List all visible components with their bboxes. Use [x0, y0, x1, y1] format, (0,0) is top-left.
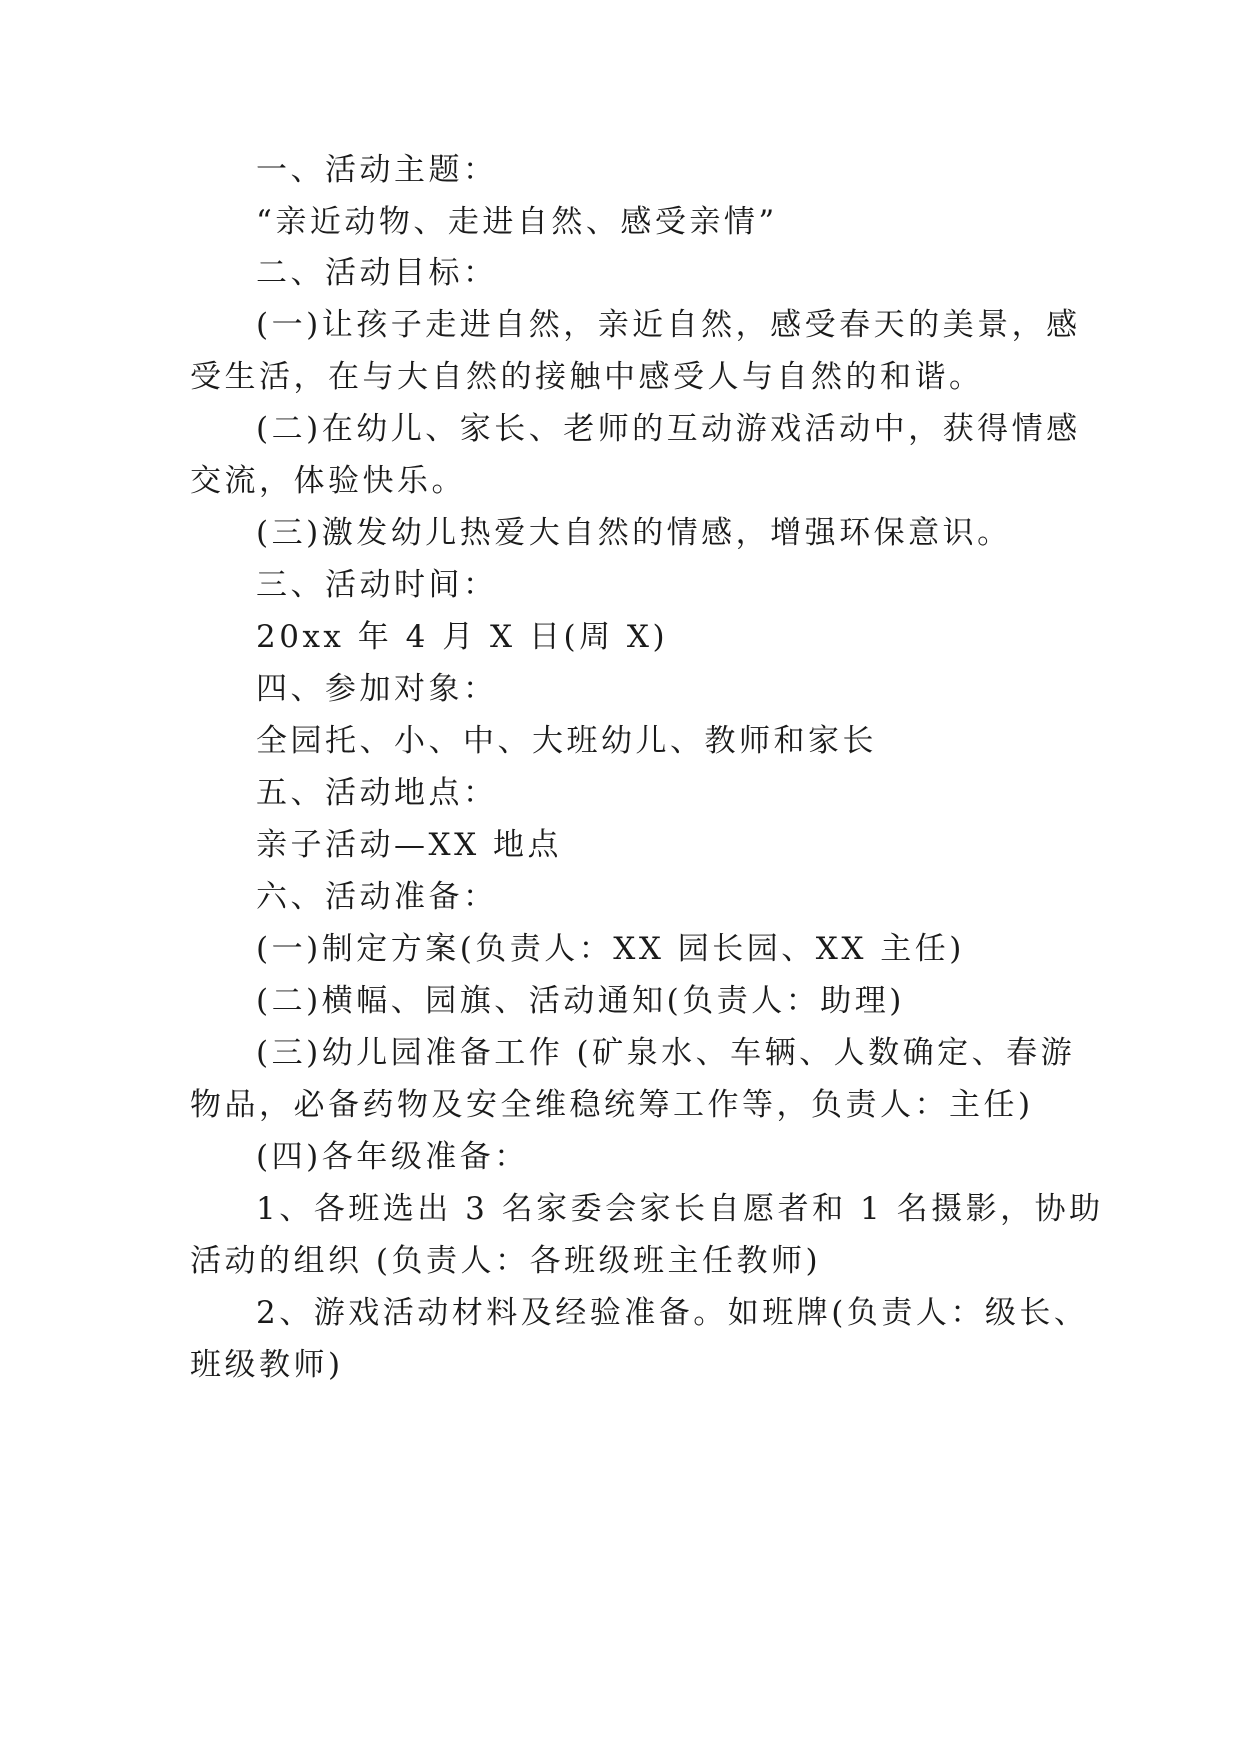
- prep-3-line-2: 物品，必备药物及安全维稳统筹工作等，负责人：主任): [190, 1087, 1034, 1123]
- heading-activity-preparation: 六、活动准备：: [256, 879, 498, 915]
- goal-3: (三)激发幼儿热爱大自然的情感，增强环保意识。: [256, 515, 1012, 551]
- goal-2-line-1: (二)在幼儿、家长、老师的互动游戏活动中，获得情感: [256, 411, 1081, 447]
- prep-4-item-1-line-1: 1、各班选出 3 名家委会家长自愿者和 1 名摄影，协助: [256, 1191, 1104, 1227]
- prep-1: (一)制定方案(负责人：XX 园长园、XX 主任): [256, 931, 965, 967]
- participants-text: 全园托、小、中、大班幼儿、教师和家长: [256, 723, 877, 759]
- activity-theme-text: “亲近动物、走进自然、感受亲情”: [256, 204, 778, 240]
- prep-4-item-1-line-2: 活动的组织 (负责人：各班级班主任教师): [190, 1243, 822, 1279]
- prep-4-item-2-line-1: 2、游戏活动材料及经验准备。如班牌(负责人：级长、: [256, 1295, 1089, 1331]
- goal-1-line-1: (一)让孩子走进自然，亲近自然，感受春天的美景，感: [256, 307, 1081, 343]
- prep-3-line-1: (三)幼儿园准备工作 (矿泉水、车辆、人数确定、春游: [256, 1035, 1076, 1071]
- heading-activity-location: 五、活动地点：: [256, 775, 498, 811]
- prep-4-heading: (四)各年级准备：: [256, 1139, 529, 1175]
- goal-1-line-2: 受生活，在与大自然的接触中感受人与自然的和谐。: [190, 359, 984, 395]
- heading-participants: 四、参加对象：: [256, 671, 498, 707]
- heading-activity-time: 三、活动时间：: [256, 567, 498, 603]
- prep-2: (二)横幅、园旗、活动通知(负责人：助理): [256, 983, 905, 1019]
- heading-activity-theme: 一、活动主题：: [256, 152, 498, 188]
- heading-activity-goals: 二、活动目标：: [256, 255, 498, 291]
- prep-4-item-2-line-2: 班级教师): [190, 1347, 344, 1383]
- activity-time-text: 20xx 年 4 月 X 日(周 X): [256, 619, 669, 655]
- goal-2-line-2: 交流，体验快乐。: [190, 463, 466, 499]
- activity-location-text: 亲子活动—XX 地点: [256, 827, 562, 863]
